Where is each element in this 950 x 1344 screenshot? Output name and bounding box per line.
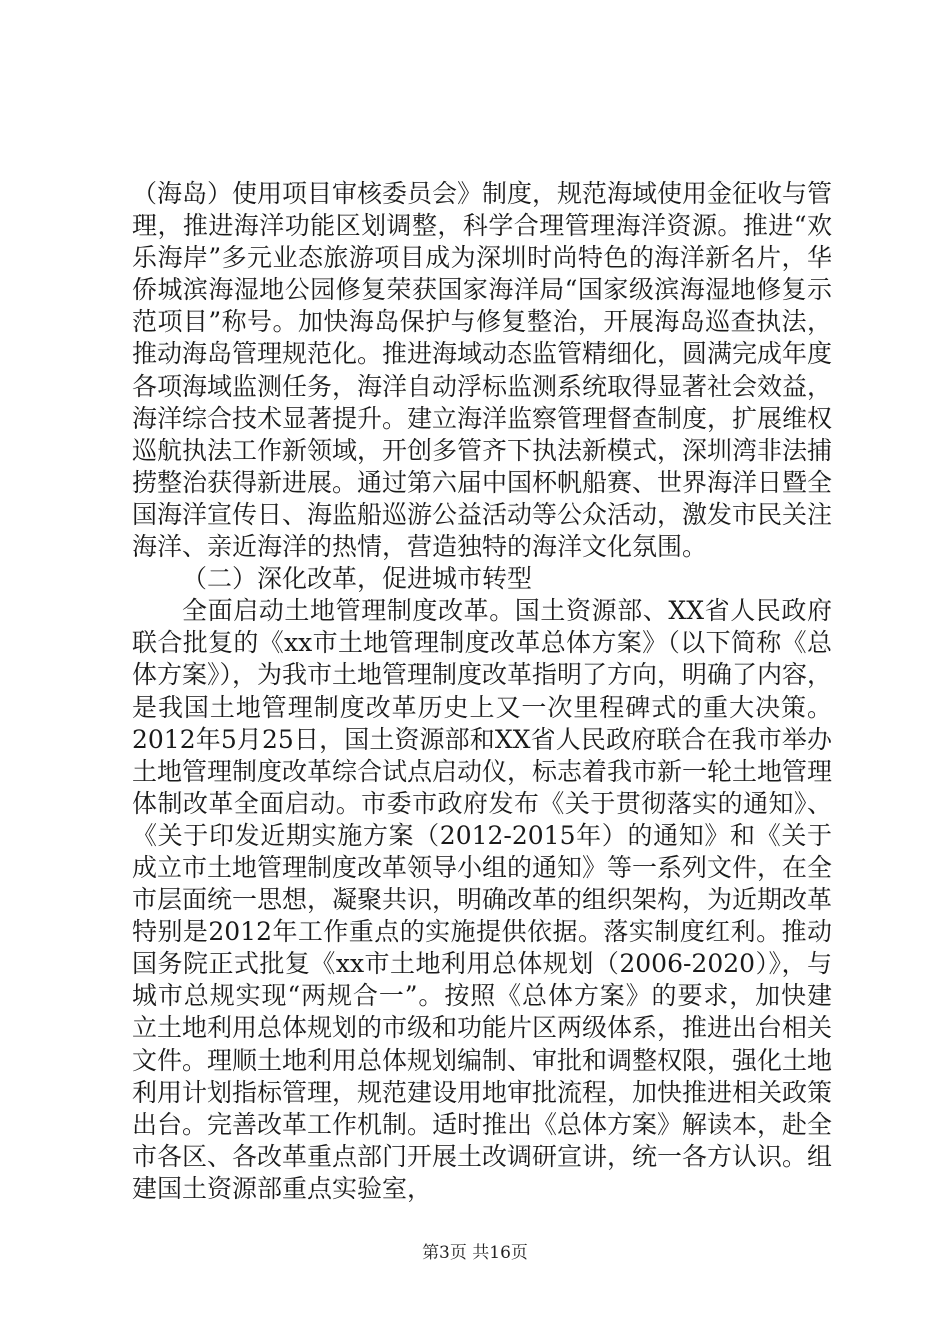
paragraph-land-reform: 全面启动土地管理制度改革。国土资源部、XX省人民政府联合批复的《xx市土地管理制度改革总体方案》（以下简称《总体方案》），为我市土地管理制度改革指明了方向，明确了内容，是我国土地管理制度改革历史上又一次里程碑式的重大决策。2012年5月25日，国土资源部和XX省人民政府联合在我市举办土地管理制度改革综合试点启动仪，标志着我市新一轮土地管理体制改革全面启动。市委市政府发布《关于贯彻落实的通知》、《关于印发近期实施方案（2012-2015年）的通知》和《关于成立市土地管理制度改革领导小组的通知》等一系列文件，在全市层面统一思想，凝聚共识，明确改革的组织架构，为近期改革特别是2012年工作重点的实施提供依据。落实制度红利。推动国务院正式批复《xx市土地利用总体规划（2006-2020）》，与城市总规实现“两规合一”。按照《总体方案》的要求，加快建立土地利用总体规划的市级和功能片区两级体系，推进出台相关文件。理顺土地利用总体规划编制、审批和调整权限，强化土地利用计划指标管理，规范建设用地审批流程，加快推进相关政策出台。完善改革工作机制。适时推出《总体方案》解读本，赴全市各区、各改革重点部门开展土改调研宣讲，统一各方认识。组建国土资源部重点实验室， xyxy=(132,596,833,1203)
paragraph-ocean-management: （海岛）使用项目审核委员会》制度，规范海域使用金征收与管理，推进海洋功能区划调整，科学合理管理海洋资源。推进“欢乐海岸”多元业态旅游项目成为深圳时尚特色的海洋新名片，华侨城滨海湿地公园修复荣获国家海洋局“国家级滨海湿地修复示范项目”称号。加快海岛保护与修复整治，开展海岛巡查执法，推动海岛管理规范化。推进海域动态监管精细化，圆满完成年度各项海域监测任务，海洋自动浮标监测系统取得显著社会效益，海洋综合技术显著提升。建立海洋监察管理督查制度，扩展维权巡航执法工作新领域，开创多管齐下执法新模式，深圳湾非法捕捞整治获得新进展。通过第六届中国杯帆船赛、世界海洋日暨全国海洋宣传日、海监船巡游公益活动等公众活动，激发市民关注海洋、亲近海洋的热情，营造独特的海洋文化氛围。 xyxy=(132,179,833,562)
section-heading-reform: （二）深化改革，促进城市转型 xyxy=(182,564,533,594)
page-number-footer: 第3页 共16页 xyxy=(422,1243,528,1263)
document-body xyxy=(132,178,832,1205)
